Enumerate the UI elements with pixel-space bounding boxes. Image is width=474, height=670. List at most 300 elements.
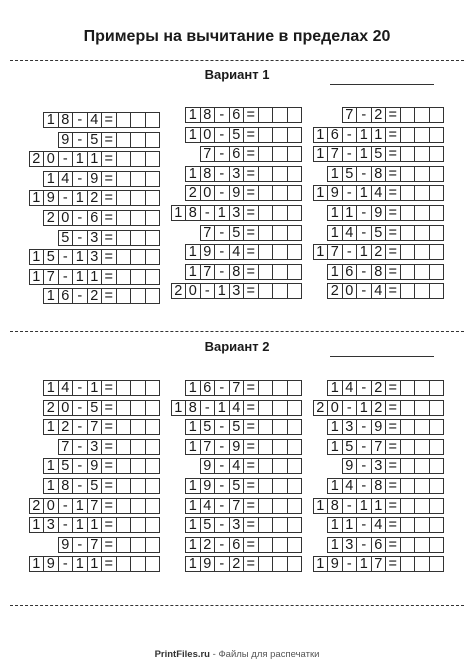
answer-box[interactable]: [258, 380, 274, 396]
answer-box[interactable]: [414, 107, 430, 123]
answer-box[interactable]: [116, 517, 132, 533]
problem-cell: -: [342, 127, 358, 143]
answer-box[interactable]: [145, 249, 161, 265]
answer-box[interactable]: [130, 380, 146, 396]
problem-cell: -: [356, 107, 372, 123]
answer-box[interactable]: [130, 269, 146, 285]
answer-box[interactable]: [116, 380, 132, 396]
problem-cell: =: [243, 380, 259, 396]
answer-box[interactable]: [272, 478, 288, 494]
answer-box[interactable]: [258, 205, 274, 221]
answer-box[interactable]: [145, 132, 161, 148]
answer-box[interactable]: [258, 127, 274, 143]
answer-box[interactable]: [258, 225, 274, 241]
problem-cell: 1: [342, 205, 358, 221]
problem-row: [171, 400, 303, 416]
problem-row: [43, 210, 160, 226]
answer-box[interactable]: [400, 556, 416, 572]
answer-box[interactable]: [414, 380, 430, 396]
answer-box[interactable]: [414, 517, 430, 533]
answer-box[interactable]: [130, 439, 146, 455]
answer-box[interactable]: [400, 146, 416, 162]
answer-box[interactable]: [130, 171, 146, 187]
answer-box[interactable]: [400, 458, 416, 474]
answer-box[interactable]: [258, 498, 274, 514]
answer-box[interactable]: [400, 380, 416, 396]
problem-cell: 1: [356, 400, 372, 416]
problem-cell: 0: [43, 151, 59, 167]
problem-cell: -: [72, 478, 88, 494]
problem-cell: 1: [185, 244, 201, 260]
answer-box[interactable]: [116, 171, 132, 187]
answer-box[interactable]: [429, 517, 445, 533]
problem-cell: 8: [200, 107, 216, 123]
answer-box[interactable]: [130, 537, 146, 553]
problem-cell: 9: [200, 556, 216, 572]
answer-box[interactable]: [145, 537, 161, 553]
problem-cell: 5: [342, 166, 358, 182]
problem-cell: =: [385, 146, 401, 162]
answer-box[interactable]: [429, 166, 445, 182]
answer-box[interactable]: [272, 439, 288, 455]
answer-box[interactable]: [258, 244, 274, 260]
variant-2-name-line: [330, 356, 434, 357]
answer-box[interactable]: [272, 498, 288, 514]
answer-box[interactable]: [258, 537, 274, 553]
problem-cell: =: [243, 517, 259, 533]
answer-box[interactable]: [145, 171, 161, 187]
answer-box[interactable]: [116, 132, 132, 148]
answer-box[interactable]: [130, 478, 146, 494]
problem-row: [313, 127, 445, 143]
problem-cell: -: [356, 225, 372, 241]
problem-cell: 9: [43, 556, 59, 572]
problem-cell: -: [72, 439, 88, 455]
problem-row: [43, 478, 160, 494]
problem-cell: -: [214, 458, 230, 474]
problem-cell: 8: [58, 478, 74, 494]
problem-cell: 0: [58, 400, 74, 416]
problem-cell: -: [214, 419, 230, 435]
problem-row: [313, 185, 445, 201]
problem-cell: -: [356, 419, 372, 435]
answer-box[interactable]: [116, 288, 132, 304]
problem-cell: 1: [356, 498, 372, 514]
problem-cell: 5: [87, 132, 103, 148]
answer-box[interactable]: [145, 498, 161, 514]
problem-cell: 2: [371, 380, 387, 396]
problem-cell: 7: [327, 146, 343, 162]
problem-cell: 1: [185, 264, 201, 280]
problem-cell: -: [58, 190, 74, 206]
answer-box[interactable]: [400, 127, 416, 143]
answer-box[interactable]: [116, 249, 132, 265]
problem-cell: 8: [371, 478, 387, 494]
answer-box[interactable]: [116, 112, 132, 128]
problem-cell: -: [72, 210, 88, 226]
answer-box[interactable]: [145, 556, 161, 572]
answer-box[interactable]: [414, 439, 430, 455]
answer-box[interactable]: [272, 107, 288, 123]
answer-box[interactable]: [145, 439, 161, 455]
problem-cell: -: [200, 205, 216, 221]
answer-box[interactable]: [429, 498, 445, 514]
answer-box[interactable]: [414, 498, 430, 514]
variant-2-title: Вариант 2: [204, 339, 270, 354]
problem-cell: 2: [58, 419, 74, 435]
problem-cell: -: [356, 478, 372, 494]
problem-cell: 6: [58, 288, 74, 304]
answer-box[interactable]: [414, 127, 430, 143]
answer-box[interactable]: [130, 190, 146, 206]
answer-box[interactable]: [130, 498, 146, 514]
answer-box[interactable]: [429, 205, 445, 221]
problem-cell: 5: [371, 146, 387, 162]
answer-box[interactable]: [145, 419, 161, 435]
answer-box[interactable]: [414, 244, 430, 260]
answer-box[interactable]: [272, 400, 288, 416]
answer-box[interactable]: [130, 210, 146, 226]
answer-box[interactable]: [116, 439, 132, 455]
problem-cell: 9: [371, 205, 387, 221]
answer-box[interactable]: [258, 107, 274, 123]
answer-box[interactable]: [400, 225, 416, 241]
problem-cell: 7: [87, 419, 103, 435]
answer-box[interactable]: [400, 400, 416, 416]
answer-box[interactable]: [130, 517, 146, 533]
problem-cell: -: [58, 249, 74, 265]
problem-row: [43, 458, 160, 474]
problem-cell: 1: [87, 269, 103, 285]
answer-box[interactable]: [116, 400, 132, 416]
problem-row: [313, 556, 445, 572]
problem-cell: 4: [229, 458, 245, 474]
answer-box[interactable]: [414, 146, 430, 162]
answer-box[interactable]: [272, 185, 288, 201]
answer-box[interactable]: [116, 478, 132, 494]
problem-row: [327, 380, 444, 396]
problem-cell: 2: [87, 190, 103, 206]
answer-box[interactable]: [258, 283, 274, 299]
answer-box[interactable]: [130, 230, 146, 246]
answer-box[interactable]: [130, 132, 146, 148]
answer-box[interactable]: [258, 556, 274, 572]
answer-box[interactable]: [429, 244, 445, 260]
answer-box[interactable]: [414, 264, 430, 280]
answer-box[interactable]: [272, 166, 288, 182]
answer-box[interactable]: [272, 517, 288, 533]
answer-box[interactable]: [429, 439, 445, 455]
answer-box[interactable]: [145, 517, 161, 533]
problem-cell: 3: [342, 419, 358, 435]
problem-cell: 1: [43, 171, 59, 187]
answer-box[interactable]: [429, 185, 445, 201]
problem-cell: =: [385, 439, 401, 455]
problem-cell: -: [72, 380, 88, 396]
problem-cell: =: [385, 127, 401, 143]
answer-box[interactable]: [258, 166, 274, 182]
answer-box[interactable]: [145, 190, 161, 206]
problem-cell: =: [101, 171, 117, 187]
problem-cell: 0: [58, 210, 74, 226]
problem-cell: 2: [43, 400, 59, 416]
answer-box[interactable]: [116, 190, 132, 206]
problem-cell: 1: [72, 190, 88, 206]
problem-cell: 1: [214, 400, 230, 416]
answer-box[interactable]: [400, 185, 416, 201]
answer-box[interactable]: [400, 244, 416, 260]
answer-box[interactable]: [400, 537, 416, 553]
answer-box[interactable]: [429, 107, 445, 123]
answer-box[interactable]: [145, 230, 161, 246]
answer-box[interactable]: [429, 537, 445, 553]
answer-box[interactable]: [414, 400, 430, 416]
problem-cell: 1: [327, 264, 343, 280]
problem-cell: 1: [327, 537, 343, 553]
answer-box[interactable]: [258, 517, 274, 533]
answer-box[interactable]: [145, 210, 161, 226]
problem-cell: 8: [200, 166, 216, 182]
problem-cell: =: [243, 556, 259, 572]
problem-row: [185, 419, 302, 435]
answer-box[interactable]: [272, 458, 288, 474]
problem-cell: 4: [229, 244, 245, 260]
answer-box[interactable]: [258, 146, 274, 162]
problem-cell: =: [385, 556, 401, 572]
answer-box[interactable]: [130, 249, 146, 265]
answer-box[interactable]: [130, 556, 146, 572]
answer-box[interactable]: [116, 269, 132, 285]
answer-box[interactable]: [400, 478, 416, 494]
answer-box[interactable]: [116, 458, 132, 474]
answer-box[interactable]: [116, 210, 132, 226]
problem-cell: -: [356, 283, 372, 299]
problem-cell: 5: [229, 127, 245, 143]
answer-box[interactable]: [130, 400, 146, 416]
answer-box[interactable]: [429, 146, 445, 162]
problem-cell: =: [385, 400, 401, 416]
variant-2-column-2: [160, 380, 302, 580]
problem-row: [185, 166, 302, 182]
answer-box[interactable]: [414, 556, 430, 572]
answer-box[interactable]: [145, 288, 161, 304]
answer-box[interactable]: [400, 166, 416, 182]
problem-cell: 1: [72, 498, 88, 514]
problem-row: [327, 439, 444, 455]
answer-box[interactable]: [258, 439, 274, 455]
problem-cell: -: [214, 107, 230, 123]
problem-cell: 1: [72, 517, 88, 533]
problem-cell: 2: [371, 244, 387, 260]
answer-box[interactable]: [258, 400, 274, 416]
problem-cell: 3: [87, 249, 103, 265]
problem-cell: =: [385, 107, 401, 123]
problem-cell: =: [101, 151, 117, 167]
answer-box[interactable]: [429, 478, 445, 494]
problem-cell: =: [101, 269, 117, 285]
problem-row: [58, 132, 161, 148]
answer-box[interactable]: [400, 439, 416, 455]
problem-cell: 3: [229, 517, 245, 533]
answer-box[interactable]: [258, 419, 274, 435]
answer-box[interactable]: [258, 264, 274, 280]
answer-box[interactable]: [272, 419, 288, 435]
variant-1-column-2: [160, 107, 302, 307]
answer-box[interactable]: [429, 225, 445, 241]
problem-cell: 1: [327, 517, 343, 533]
answer-box[interactable]: [272, 556, 288, 572]
problem-cell: -: [214, 127, 230, 143]
answer-box[interactable]: [400, 517, 416, 533]
answer-box[interactable]: [414, 205, 430, 221]
answer-box[interactable]: [130, 419, 146, 435]
problem-cell: 1: [87, 380, 103, 396]
answer-box[interactable]: [145, 380, 161, 396]
answer-box[interactable]: [116, 419, 132, 435]
answer-box[interactable]: [400, 283, 416, 299]
problem-cell: 1: [29, 517, 45, 533]
problem-cell: -: [342, 556, 358, 572]
problem-cell: -: [214, 185, 230, 201]
problem-cell: =: [243, 400, 259, 416]
problem-cell: 1: [313, 556, 329, 572]
answer-box[interactable]: [414, 458, 430, 474]
answer-box[interactable]: [429, 556, 445, 572]
problem-cell: 7: [200, 439, 216, 455]
answer-box[interactable]: [130, 151, 146, 167]
answer-box[interactable]: [116, 556, 132, 572]
problem-row: [171, 205, 303, 221]
answer-box[interactable]: [272, 205, 288, 221]
problem-cell: 1: [185, 380, 201, 396]
answer-box[interactable]: [429, 127, 445, 143]
problem-cell: 4: [200, 498, 216, 514]
problem-cell: =: [101, 419, 117, 435]
problem-cell: -: [200, 400, 216, 416]
answer-box[interactable]: [414, 478, 430, 494]
problem-row: [200, 225, 303, 241]
problem-cell: 7: [87, 537, 103, 553]
answer-box[interactable]: [116, 230, 132, 246]
problem-cell: 1: [185, 556, 201, 572]
problem-cell: 1: [313, 127, 329, 143]
problem-cell: -: [58, 269, 74, 285]
answer-box[interactable]: [116, 537, 132, 553]
answer-box[interactable]: [145, 269, 161, 285]
problem-cell: -: [342, 146, 358, 162]
problem-cell: =: [101, 210, 117, 226]
problem-cell: 3: [87, 230, 103, 246]
problem-row: [171, 283, 303, 299]
problem-row: [43, 288, 160, 304]
problem-cell: 1: [371, 127, 387, 143]
answer-box[interactable]: [429, 380, 445, 396]
problem-cell: =: [243, 478, 259, 494]
problem-cell: 1: [29, 249, 45, 265]
problem-cell: -: [58, 556, 74, 572]
answer-box[interactable]: [145, 400, 161, 416]
answer-box[interactable]: [145, 458, 161, 474]
answer-box[interactable]: [400, 264, 416, 280]
answer-box[interactable]: [400, 498, 416, 514]
problem-cell: -: [214, 380, 230, 396]
answer-box[interactable]: [429, 283, 445, 299]
answer-box[interactable]: [272, 537, 288, 553]
answer-box[interactable]: [145, 478, 161, 494]
problem-cell: 1: [87, 151, 103, 167]
answer-box[interactable]: [272, 225, 288, 241]
problem-cell: 1: [72, 151, 88, 167]
problem-cell: -: [214, 537, 230, 553]
problem-cell: 2: [87, 288, 103, 304]
answer-box[interactable]: [429, 400, 445, 416]
problem-cell: 1: [185, 517, 201, 533]
answer-box[interactable]: [429, 458, 445, 474]
answer-box[interactable]: [116, 151, 132, 167]
problem-cell: 1: [356, 556, 372, 572]
problem-cell: =: [101, 439, 117, 455]
problem-cell: 0: [327, 400, 343, 416]
problem-cell: 6: [229, 537, 245, 553]
answer-box[interactable]: [414, 166, 430, 182]
problem-row: [327, 166, 444, 182]
answer-box[interactable]: [272, 380, 288, 396]
problem-row: [43, 380, 160, 396]
answer-box[interactable]: [400, 107, 416, 123]
answer-box[interactable]: [414, 419, 430, 435]
answer-box[interactable]: [258, 185, 274, 201]
problem-row: [29, 517, 161, 533]
problem-cell: =: [385, 419, 401, 435]
answer-box[interactable]: [258, 478, 274, 494]
problem-cell: 1: [327, 380, 343, 396]
problem-cell: 8: [371, 264, 387, 280]
answer-box[interactable]: [429, 264, 445, 280]
answer-box[interactable]: [400, 419, 416, 435]
answer-box[interactable]: [116, 498, 132, 514]
answer-box[interactable]: [130, 458, 146, 474]
answer-box[interactable]: [414, 537, 430, 553]
problem-cell: =: [243, 166, 259, 182]
problem-cell: =: [385, 244, 401, 260]
answer-box[interactable]: [414, 185, 430, 201]
answer-box[interactable]: [414, 225, 430, 241]
answer-box[interactable]: [414, 283, 430, 299]
answer-box[interactable]: [272, 283, 288, 299]
answer-box[interactable]: [145, 112, 161, 128]
problem-cell: -: [356, 439, 372, 455]
problem-cell: 1: [214, 205, 230, 221]
answer-box[interactable]: [400, 205, 416, 221]
variant-2-column-1: [28, 380, 160, 580]
answer-box[interactable]: [429, 419, 445, 435]
answer-box[interactable]: [130, 288, 146, 304]
problem-cell: =: [385, 478, 401, 494]
answer-box[interactable]: [145, 151, 161, 167]
problem-cell: 1: [185, 498, 201, 514]
answer-box[interactable]: [258, 458, 274, 474]
problem-cell: 5: [43, 249, 59, 265]
problem-cell: 1: [371, 498, 387, 514]
answer-box[interactable]: [272, 127, 288, 143]
answer-box[interactable]: [272, 264, 288, 280]
answer-box[interactable]: [272, 146, 288, 162]
problem-cell: -: [356, 166, 372, 182]
answer-box[interactable]: [272, 244, 288, 260]
problem-row: [185, 556, 302, 572]
problem-row: [313, 146, 445, 162]
answer-box[interactable]: [130, 112, 146, 128]
